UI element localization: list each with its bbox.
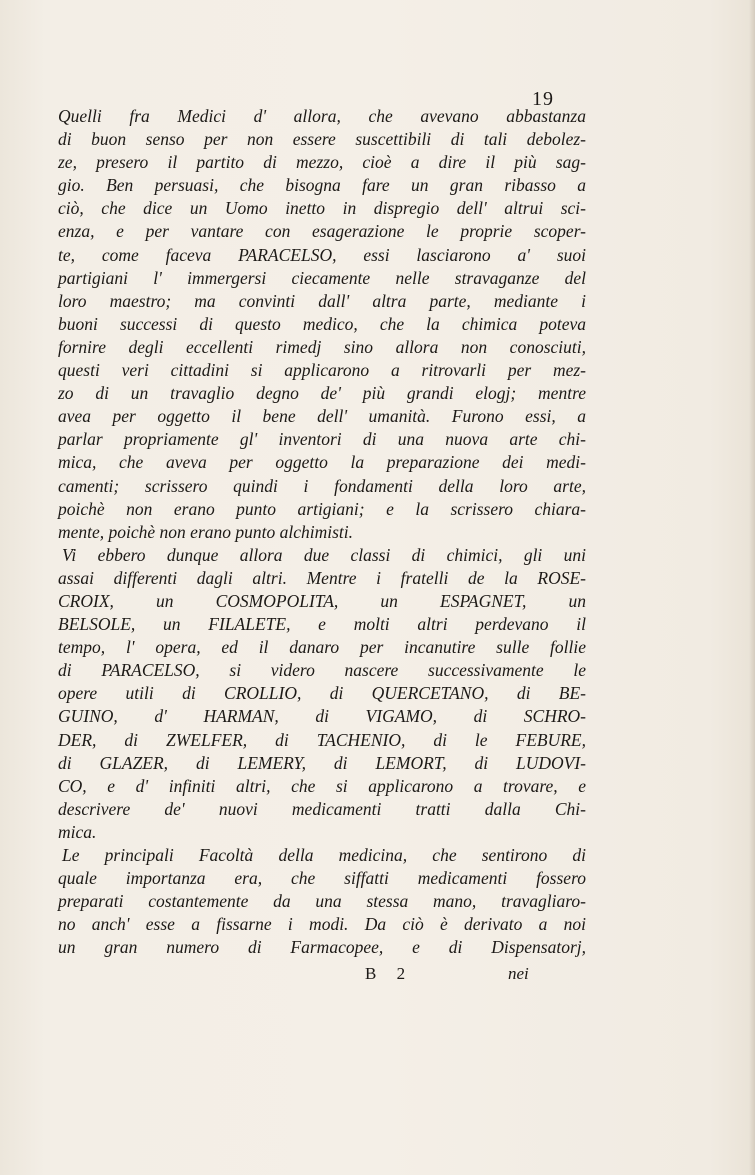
text-line: fornire degli eccellenti rimedj sino allora non conosciuti, (58, 336, 586, 357)
text-line: ze, presero il partito di mezzo, cioè a dire il più sag- (58, 152, 586, 173)
text-line: quale importanza era, che siffatti medicamenti fossero (58, 868, 586, 889)
catchword: nei (508, 964, 529, 983)
signature-mark: B 2 (365, 964, 414, 983)
text-line: un gran numero di Farmacopee, e di Dispensatorj, (58, 937, 586, 958)
text-line: descrivere de' nuovi medicamenti tratti dalla Chi- (58, 798, 586, 819)
text-line: tempo, l' opera, ed il danaro per incanutire sulle follie (58, 637, 586, 658)
text-line: di PARACELSO, si videro nascere successivamente le (58, 660, 586, 681)
text-line: avea per oggetto il bene dell' umanità. Furono essi, a (58, 406, 586, 427)
text-line: partigiani l' immergersi ciecamente nelle stravaganze del (58, 267, 586, 288)
text-line: Vi ebbero dunque allora due classi di chimici, gli uni (62, 544, 586, 565)
text-line: opere utili di CROLLIO, di QUERCETANO, di BE- (58, 683, 586, 704)
text-line: gio. Ben persuasi, che bisogna fare un gran ribasso a (58, 175, 586, 196)
text-line: camenti; scrissero quindi i fondamenti della loro arte, (58, 475, 586, 496)
text-line: buoni successi di questo medico, che la chimica poteva (58, 313, 586, 334)
text-line: mente, poichè non erano punto alchimisti. (58, 521, 354, 542)
text-line: DER, di ZWELFER, di TACHENIO, di le FEBURE, (58, 729, 586, 750)
text-line: poichè non erano punto artigiani; e la scrissero chiara- (58, 498, 586, 519)
text-line: CO, e d' infiniti altri, che si applicarono a trovare, e (58, 775, 586, 796)
text-line: GUINO, d' HARMAN, di VIGAMO, di SCHRO- (58, 706, 586, 727)
text-line: mica. (58, 821, 97, 842)
text-line: BELSOLE, un FILALETE, e molti altri perdevano il (58, 614, 586, 635)
text-line: di GLAZER, di LEMERY, di LEMORT, di LUDOVI- (58, 752, 586, 773)
page-edge-shadow (749, 0, 755, 1175)
text-line: CROIX, un COSMOPOLITA, un ESPAGNET, un (58, 590, 586, 611)
text-line: Le principali Facoltà della medicina, che sentirono di (62, 845, 586, 865)
body-text (58, 105, 586, 959)
text-line: di buon senso per non essere suscettibili di tali debolez- (58, 129, 586, 150)
text-line: Quelli fra Medici d' allora, che avevano abbastanza (58, 106, 586, 126)
text-line: parlar propriamente gl' inventori di una nuova arte chi- (58, 429, 586, 450)
text-line: zo di un travaglio degno de' più grandi elogj; mentre (58, 383, 586, 404)
text-line: preparati costantemente da una stessa mano, travagliaro- (58, 891, 586, 912)
text-line: mica, che aveva per oggetto la preparazione dei medi- (58, 452, 586, 473)
text-line: assai differenti dagli altri. Mentre i fratelli de la ROSE- (58, 567, 586, 588)
page-number: 19 (532, 88, 554, 110)
text-line: ciò, che dice un Uomo inetto in dispregio dell' altrui sci- (58, 198, 586, 219)
text-line: enza, e per vantare con esagerazione le proprie scoper- (58, 221, 586, 242)
text-line: loro maestro; ma convinti dall' altra parte, mediante i (58, 290, 586, 311)
text-line: te, come faceva PARACELSO, essi lasciarono a' suoi (58, 244, 586, 265)
text-line: questi veri cittadini si applicarono a ritrovarli per mez- (58, 360, 586, 381)
text-line: no anch' esse a fissarne i modi. Da ciò è derivato a noi (58, 914, 586, 935)
page-footer (0, 964, 755, 988)
